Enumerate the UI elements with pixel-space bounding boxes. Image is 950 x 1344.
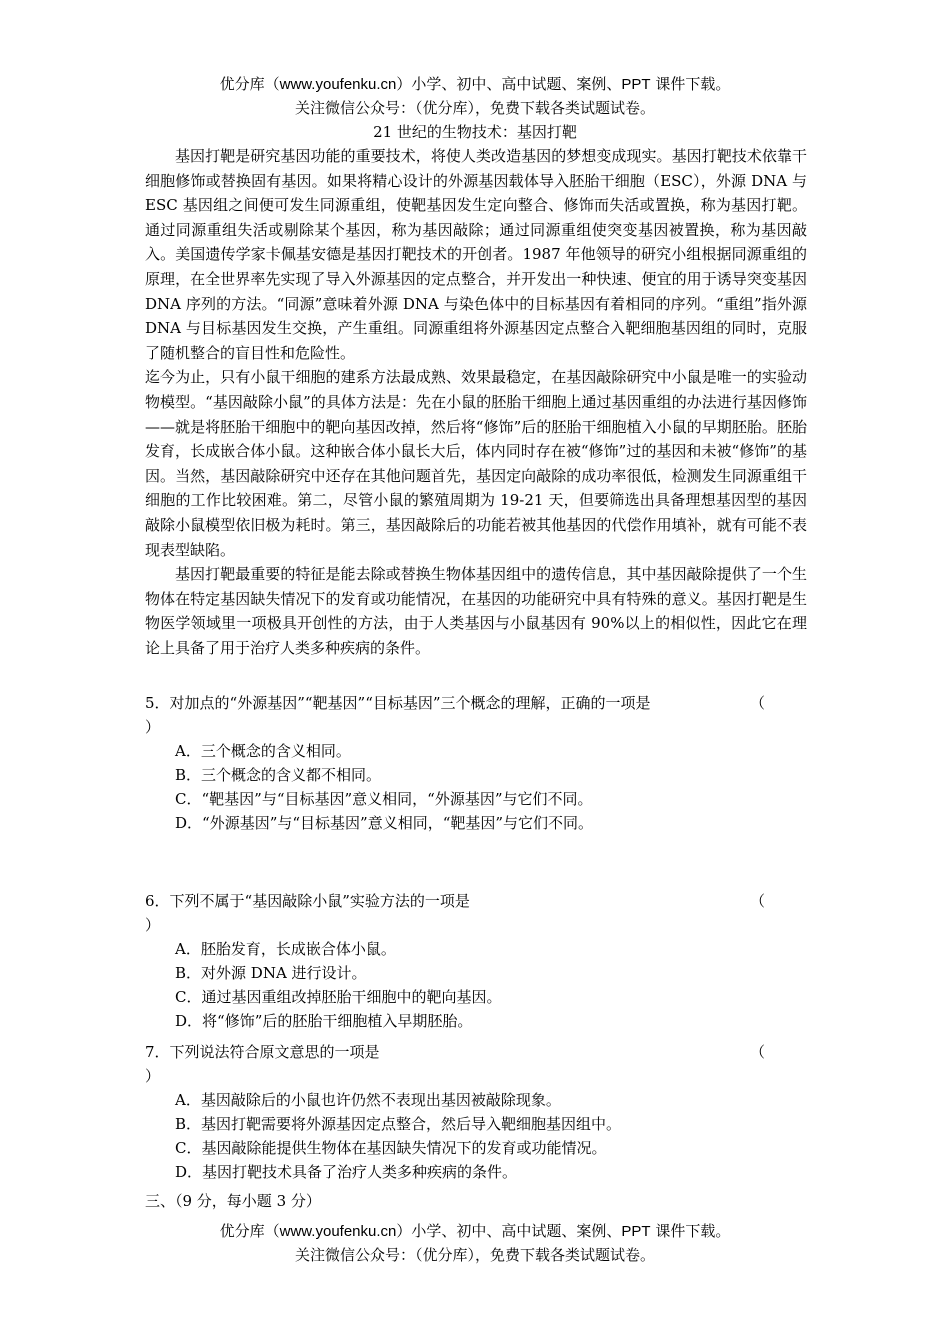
footer-end: 课件下载。 xyxy=(650,1222,731,1240)
answer-paren-open: （ xyxy=(749,892,765,910)
footer-line-2: 关注微信公众号：（优分库），免费下载各类试题试卷。 xyxy=(294,1246,655,1264)
option-a: A．三个概念的含义相同。 xyxy=(175,742,351,760)
article-paragraph-1: 基因打靶是研究基因功能的重要技术，将使人类改造基因的梦想变成现实。基因打靶技术依靠干细胞修饰或替换固有基因。如果将精心设计的外源基因载体导入胚胎干细胞（ESC），外源 DNA 与 ESC 基因组之间便可发生同源重组，使靶基因发生定向整合、修饰而失活或置换，称为基因打靶。通过同源重组失活或剔除某个基因，称为基因敲除；通过同源重组使突变基因被置换，称为基因敲入。美国遗传学家卡佩基安德是基因打靶技术的开创者。1987 年他领导的研究小组根据同源重组的原理，在全世界率先实现了导入外源基因的定点整合，并开发出一种快速、便宜的用于诱导突变基因 DNA 序列的方法。“同源”意味着外源 DNA 与染色体中的目标基因有着相同的序列。“重组”指外源 DNA 与目标基因发生交换，产生重组。同源重组将外源基因定点整合入靶细胞基因组的同时，克服了随机整合的盲目性和危险性。 xyxy=(145,147,807,362)
header-ppt: PPT xyxy=(621,76,651,93)
question-5 xyxy=(145,691,807,835)
option-d: D．基因打靶技术具备了治疗人类多种疾病的条件。 xyxy=(175,1163,518,1181)
option-d: D．“外源基因”与“目标基因”意义相同，“靶基因”与它们不同。 xyxy=(175,814,594,832)
section-3-heading: 三、（9 分，每小题 3 分） xyxy=(145,1192,321,1210)
answer-paren-close: ） xyxy=(145,718,161,736)
header-line-1 xyxy=(0,72,950,97)
option-b: B．对外源 DNA 进行设计。 xyxy=(175,964,367,982)
footer-desc: ）小学、初中、高中试题、案例、 xyxy=(396,1222,622,1240)
article-body xyxy=(145,144,807,660)
footer-site-text: 优分库（ xyxy=(219,1222,280,1240)
question-stem: 6．下列不属于“基因敲除小鼠”实验方法的一项是 xyxy=(145,892,470,910)
question-7 xyxy=(145,1040,807,1184)
option-a: A．基因敲除后的小鼠也许仍然不表现出基因被敲除现象。 xyxy=(175,1091,561,1109)
option-c: C．基因敲除能提供生物体在基因缺失情况下的发育或功能情况。 xyxy=(175,1139,607,1157)
article-paragraph-3: 基因打靶最重要的特征是能去除或替换生物体基因组中的遗传信息，其中基因敲除提供了一个生物体在特定基因缺失情况下的发育或功能情况，在基因的功能研究中具有特殊的意义。基因打靶是生物医学领域里一项极具开创性的方法，由于人类基因与小鼠基因有 90%以上的相似性，因此它在理论上具备了用于治疗人类多种疾病的条件。 xyxy=(145,565,807,657)
answer-paren-close: ） xyxy=(145,1067,161,1085)
footer-ppt: PPT xyxy=(621,1223,651,1240)
header-desc: ）小学、初中、高中试题、案例、 xyxy=(396,75,622,93)
question-stem: 5．对加点的“外源基因”“靶基因”“目标基因”三个概念的理解，正确的一项是 xyxy=(145,694,651,712)
question-6 xyxy=(145,889,807,1033)
footer-url[interactable]: www.youfenku.cn xyxy=(279,1223,397,1240)
option-c: C．通过基因重组改掉胚胎干细胞中的靶向基因。 xyxy=(175,988,502,1006)
option-b: B．三个概念的含义都不相同。 xyxy=(175,766,382,784)
header-url[interactable]: www.youfenku.cn xyxy=(279,76,397,93)
answer-paren-open: （ xyxy=(749,694,765,712)
footer-line-1 xyxy=(0,1219,950,1244)
option-d: D．将“修饰”后的胚胎干细胞植入早期胚胎。 xyxy=(175,1012,473,1030)
option-b: B．基因打靶需要将外源基因定点整合，然后导入靶细胞基因组中。 xyxy=(175,1115,622,1133)
answer-paren-open: （ xyxy=(749,1043,765,1061)
question-stem: 7．下列说法符合原文意思的一项是 xyxy=(145,1043,380,1061)
header-end: 课件下载。 xyxy=(650,75,731,93)
option-a: A．胚胎发育，长成嵌合体小鼠。 xyxy=(175,940,396,958)
article-title: 21 世纪的生物技术：基因打靶 xyxy=(373,123,577,141)
article-paragraph-2: 迄今为止，只有小鼠干细胞的建系方法最成熟、效果最稳定，在基因敲除研究中小鼠是唯一的实验动物模型。“基因敲除小鼠”的具体方法是：先在小鼠的胚胎干细胞上通过基因重组的办法进行基因修饰——就是将胚胎干细胞中的靶向基因改掉，然后将“修饰”后的胚胎干细胞植入小鼠的早期胚胎。胚胎发育，长成嵌合体小鼠。这种嵌合体小鼠长大后，体内同时存在被“修饰”过的基因和未被“修饰”的基因。当然，基因敲除研究中还存在其他问题首先，基因定向敲除的成功率很低，检测发生同源重组干细胞的工作比较困难。第二，尽管小鼠的繁殖周期为 19-21 天，但要筛选出具备理想基因型的基因敲除小鼠模型依旧极为耗时。第三，基因敲除后的功能若被其他基因的代偿作用填补，就有可能不表现表型缺陷。 xyxy=(145,368,807,559)
header-site-text: 优分库（ xyxy=(219,75,280,93)
answer-paren-close: ） xyxy=(145,916,161,934)
option-c: C．“靶基因”与“目标基因”意义相同，“外源基因”与它们不同。 xyxy=(175,790,593,808)
header-line-2: 关注微信公众号：（优分库），免费下载各类试题试卷。 xyxy=(294,99,655,117)
